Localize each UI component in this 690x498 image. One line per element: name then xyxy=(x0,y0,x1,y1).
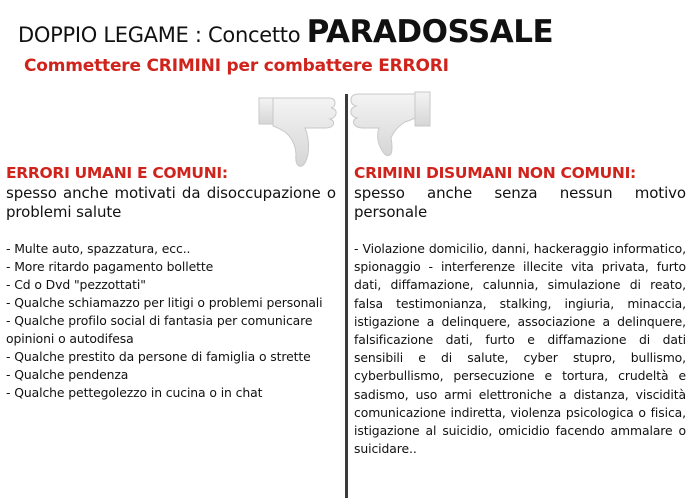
list-item: - Qualche prestito da persone di famiglia o strette xyxy=(6,349,311,364)
left-list xyxy=(6,240,336,402)
right-body: - Violazione domicilio, danni, hackeraggio informatico, spionaggio - interferenze illecite vita privata, furto dati, diffamazione, calunnia, simulazione di reato, falsa testimonianza, stalking, ingiuria, minaccia, istigazione a delinquere, associazione a delinquere, falsificazione dati, furto e diffamazione di dati sensibili e di salute, cyber stupro, bullismo, cyberbullismo, persecuzione e tortura, crudeltà e sadismo, uso armi elettroniche a distanza, viscidità comunicazione indiretta, violenza psicologica o fisica, istigazione al suicidio, omicidio facendo ammalare o suicidare.. xyxy=(354,241,686,457)
thumbs-down-icon xyxy=(259,98,336,166)
left-subheading: spesso anche motivati da disoccupazione o problemi salute xyxy=(6,184,336,221)
column-divider xyxy=(345,94,348,498)
page-title xyxy=(18,14,553,50)
list-item: - More ritardo pagamento bollette xyxy=(6,259,214,274)
list-item: - Cd o Dvd "pezzottati" xyxy=(6,277,146,292)
list-item: - Multe auto, spazzatura, ecc.. xyxy=(6,241,191,256)
title-emphasis: PARADOSSALE xyxy=(306,14,554,50)
right-column xyxy=(354,164,686,458)
left-heading: ERRORI UMANI E COMUNI: xyxy=(6,164,228,182)
list-item: - Qualche pettegolezzo in cucina o in chat xyxy=(6,385,263,400)
right-heading: CRIMINI DISUMANI NON COMUNI: xyxy=(354,164,636,182)
list-item: - Qualche profilo social di fantasia per comunicare opinioni o autodifesa xyxy=(6,313,313,346)
title-prefix: DOPPIO LEGAME : Concetto xyxy=(18,23,307,47)
list-item: - Qualche pendenza xyxy=(6,367,129,382)
thumbs-up-icon xyxy=(351,92,430,156)
right-subheading: spesso anche senza nessun motivo personale xyxy=(354,184,686,221)
list-item: - Qualche schiamazzo per litigi o problemi personali xyxy=(6,295,323,310)
left-column xyxy=(6,164,336,402)
subtitle: Commettere CRIMINI per combattere ERRORI xyxy=(24,56,449,76)
